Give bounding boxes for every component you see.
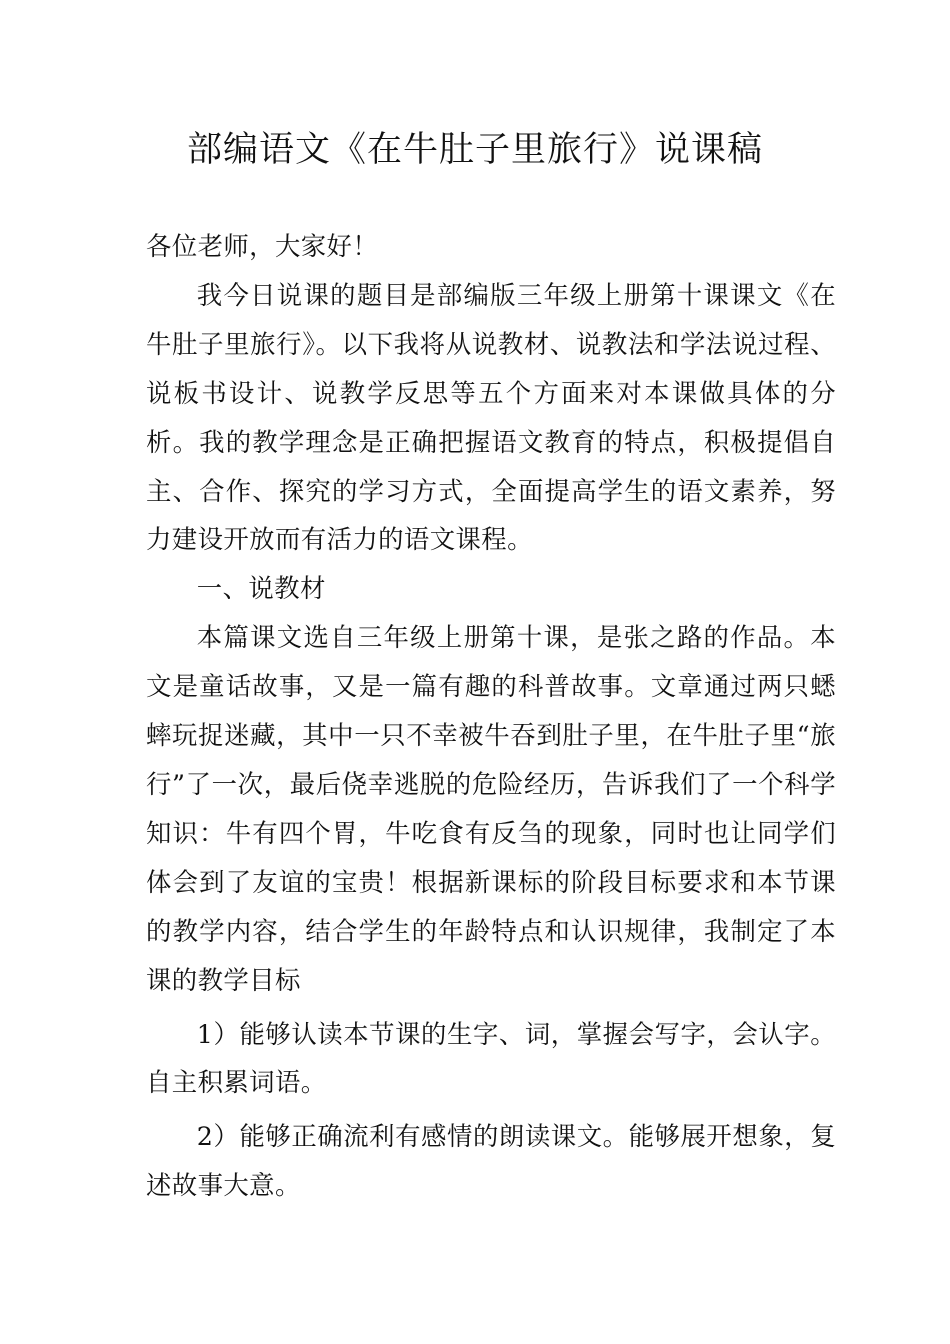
document-title: 部编语文《在牛肚子里旅行》说课稿 — [186, 130, 763, 170]
objective-item-2: 2）能够正确流利有感情的朗读课文。能够展开想象，复述故事大意。 — [146, 1121, 836, 1201]
intro-paragraph: 我今日说课的题目是部编版三年级上册第十课课文《在牛肚子里旅行》。以下我将从说教材、说教法和学法说过程、说板书设计、说教学反思等五个方面来对本课做具体的分析。我的教学理念是正确把握语文教育的特点，积极提倡自主、合作、探究的学习方式，全面提高学生的语文素养，努力建设开放而有活力的语文课程。 — [146, 279, 836, 555]
objective-item-1: 1）能够认读本节课的生字、词，掌握会写字，会认字。自主积累词语。 — [146, 1018, 836, 1098]
textbook-paragraph: 本篇课文选自三年级上册第十课，是张之路的作品。本文是童话故事，又是一篇有趣的科普故事。文章通过两只蟋蟀玩捉迷藏，其中一只不幸被牛吞到肚子里，在牛肚子里“旅行”了一次，最后侥幸逃脱的危险经历，告诉我们了一个科学知识：牛有四个胃，牛吃食有反刍的现象，同时也让同学们体会到了友谊的宝贵！根据新课标的阶段目标要求和本节课的教学内容，结合学生的年龄特点和认识规律，我制定了本课的教学目标 — [146, 622, 836, 995]
greeting-paragraph: 各位老师，大家好！ — [146, 231, 379, 261]
section-heading: 一、说教材 — [196, 573, 326, 604]
document-body — [146, 222, 836, 1210]
